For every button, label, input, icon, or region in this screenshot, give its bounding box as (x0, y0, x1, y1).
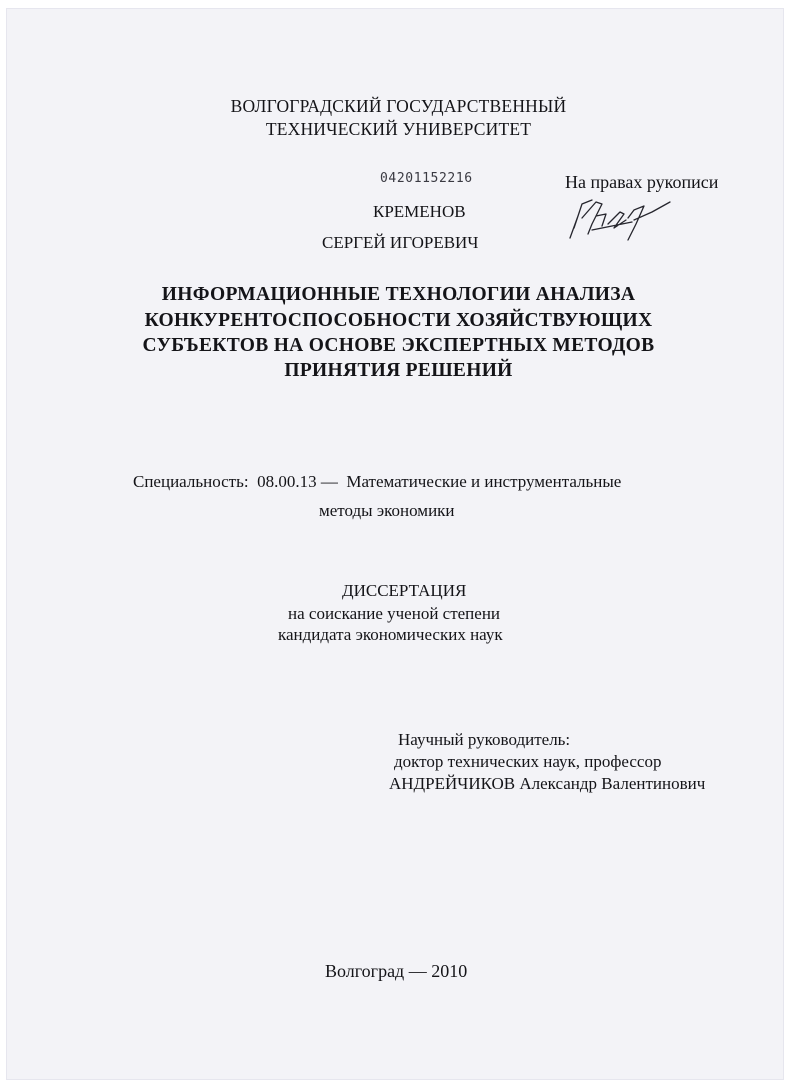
document-code: 04201152216 (380, 171, 473, 186)
university-name-line2: ТЕХНИЧЕСКИЙ УНИВЕРСИТЕТ (265, 119, 532, 139)
scanned-page (6, 8, 784, 1080)
supervisor-credentials: доктор технических наук, профессор (394, 752, 662, 771)
city-year: Волгоград — 2010 (325, 961, 468, 981)
author-name: СЕРГЕЙ ИГОРЕВИЧ (322, 233, 479, 252)
university-name-line1: ВОЛГОГРАДСКИЙ ГОСУДАРСТВЕННЫЙ (230, 96, 567, 116)
author-surname: КРЕМЕНОВ (373, 202, 466, 221)
dissertation-title-line2: КОНКУРЕНТОСПОСОБНОСТИ ХОЗЯЙСТВУЮЩИХ (144, 310, 653, 331)
supervisor-name: АНДРЕЙЧИКОВ Александр Валентинович (389, 774, 706, 793)
manuscript-rights: На правах рукописи (565, 172, 719, 192)
signature-mark (562, 194, 684, 246)
specialty-line2: методы экономики (319, 501, 455, 520)
document-type: ДИССЕРТАЦИЯ (342, 581, 467, 600)
degree-name: кандидата экономических наук (278, 625, 503, 644)
dissertation-title-line1: ИНФОРМАЦИОННЫЕ ТЕХНОЛОГИИ АНАЛИЗА (161, 284, 636, 305)
supervisor-label: Научный руководитель: (398, 730, 571, 749)
dissertation-title-line4: ПРИНЯТИЯ РЕШЕНИЙ (284, 360, 513, 381)
dissertation-title-line3: СУБЪЕКТОВ НА ОСНОВЕ ЭКСПЕРТНЫХ МЕТОДОВ (142, 335, 655, 356)
degree-purpose: на соискание ученой степени (288, 604, 501, 623)
specialty-line1: Специальность: 08.00.13 — Математические и инструментальные (133, 472, 622, 491)
